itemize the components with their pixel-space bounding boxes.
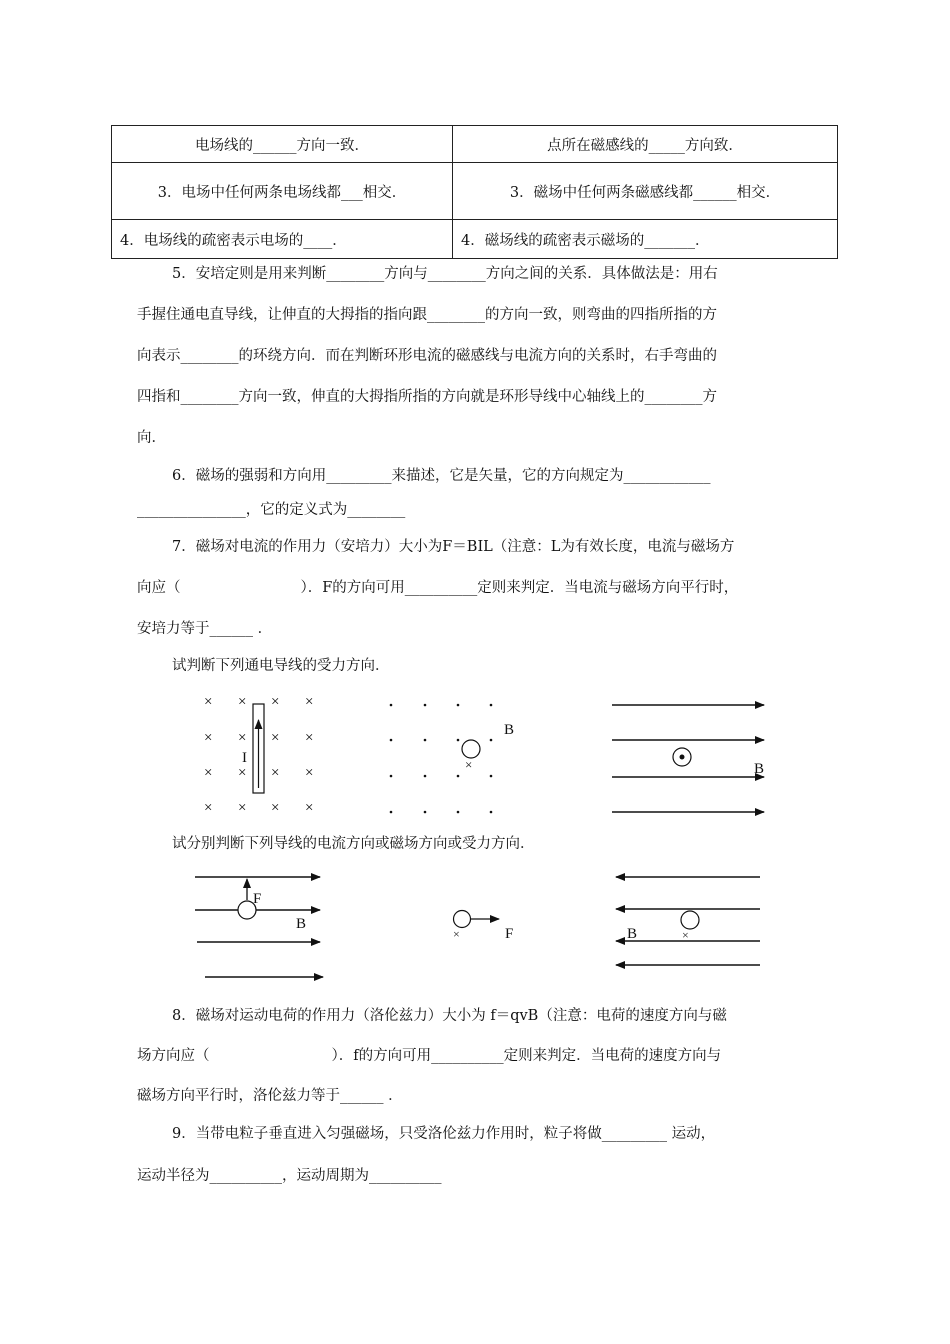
figure-1-wire-in-field [204, 694, 313, 816]
table-cell: 4．磁场线的疏密表示磁场的_______． [453, 220, 838, 259]
figure-3-wire-in-horizontal-field [612, 705, 764, 812]
cross-mark: × [465, 757, 473, 772]
figure-instruction-1: 试判断下列通电导线的受力方向． [172, 658, 390, 674]
cross-mark: × [305, 765, 314, 781]
cross-mark: × [305, 800, 314, 816]
table-cell: 3．电场中任何两条电场线都___相交． [112, 163, 453, 220]
cross-mark: × [204, 694, 213, 710]
particle-circle [454, 911, 471, 928]
dot-mark [424, 811, 427, 814]
cross-mark: × [453, 927, 460, 941]
cross-mark: × [204, 765, 213, 781]
particle-circle [681, 911, 699, 929]
dot-mark [457, 739, 460, 742]
figure-instruction-2: 试分别判断下列导线的电流方向或磁场方向或受力方向． [172, 836, 535, 852]
q5-line-2: 手握住通电直导线，让伸直的大拇指的指向跟________的方向一致，则弯曲的四指所指的方 [137, 307, 717, 323]
cross-mark: × [238, 694, 247, 710]
table-cell: 点所在磁感线的_____方向致． [453, 126, 838, 163]
cross-mark: × [271, 694, 280, 710]
field-label: B [504, 722, 515, 738]
dot-mark [490, 704, 493, 707]
cross-mark: × [271, 800, 280, 816]
q7-line-2-start: 向应（ [137, 580, 181, 596]
q8-line-2-end: ）．f的方向可用__________定则来判定．当电荷的速度方向与 [331, 1048, 722, 1064]
current-label: I [242, 750, 247, 766]
cross-mark: × [271, 765, 280, 781]
figure-5-force-right [453, 911, 513, 943]
field-label: B [296, 916, 307, 932]
dot-mark [390, 775, 393, 778]
cross-mark: × [204, 730, 213, 746]
q5-line-3: 向表示________的环绕方向．而在判断环形电流的磁感线与电流方向的关系时，右手弯曲的 [137, 348, 717, 364]
q8-line-1: 8．磁场对运动电荷的作用力（洛伦兹力）大小为 f＝qvB（注意：电荷的速度方向与磁 [172, 1008, 727, 1024]
cross-mark: × [238, 730, 247, 746]
table-cell: 电场线的______方向一致． [112, 126, 453, 163]
cross-mark: × [305, 694, 314, 710]
q9-line-1: 9．当带电粒子垂直进入匀强磁场，只受洛伦兹力作用时，粒子将做_________ 运动， [172, 1126, 716, 1142]
field-label: B [627, 926, 638, 942]
figure-6-field-left [616, 877, 760, 965]
dot-mark [680, 755, 685, 760]
cross-mark: × [305, 730, 314, 746]
cross-mark: × [238, 765, 247, 781]
q7-line-2-end: ）．F的方向可用__________定则来判定．当电流与磁场方向平行时， [300, 580, 739, 596]
q5-line-1: 5．安培定则是用来判断________方向与________方向之间的关系．具体做法是：用右 [172, 266, 718, 282]
table-cell: 4．电场线的疏密表示电场的____． [112, 220, 453, 259]
force-label: F [505, 926, 514, 942]
dot-mark [424, 704, 427, 707]
q8-line-2-start: 场方向应（ [137, 1048, 210, 1064]
q9-line-2: 运动半径为__________，运动周期为__________ [137, 1168, 442, 1184]
figure-2-particle-in-field [390, 704, 514, 814]
figure-4-force-given [195, 877, 323, 977]
force-label: F [253, 891, 262, 907]
q7-line-3: 安培力等于______ ． [137, 621, 273, 637]
q5-line-4: 四指和________方向一致，伸直的大拇指所指的方向就是环形导线中心轴线上的________方 [137, 389, 717, 405]
dot-mark [390, 739, 393, 742]
dot-mark [457, 775, 460, 778]
dot-mark [424, 775, 427, 778]
particle-circle [462, 740, 480, 758]
dot-mark [457, 704, 460, 707]
dot-mark [490, 811, 493, 814]
q6-line-1: 6．磁场的强弱和方向用_________来描述，它是矢量，它的方向规定为____________ [172, 468, 711, 484]
dot-mark [490, 775, 493, 778]
cross-mark: × [271, 730, 280, 746]
dot-mark [457, 811, 460, 814]
cross-mark: × [204, 800, 213, 816]
cross-mark: × [682, 928, 689, 942]
dot-mark [390, 811, 393, 814]
dot-mark [490, 739, 493, 742]
dot-mark [390, 704, 393, 707]
q6-line-2: _______________，它的定义式为________ [137, 502, 406, 518]
field-label: B [754, 761, 765, 777]
table-cell: 3．磁场中任何两条磁感线都______相交． [453, 163, 838, 220]
q7-line-1: 7．磁场对电流的作用力（安培力）大小为F＝BIL（注意：L为有效长度，电流与磁场方 [172, 539, 735, 555]
q8-line-3: 磁场方向平行时，洛伦兹力等于______ ． [137, 1088, 403, 1104]
cross-mark: × [238, 800, 247, 816]
dot-mark [424, 739, 427, 742]
q5-line-5: 向． [137, 430, 166, 446]
